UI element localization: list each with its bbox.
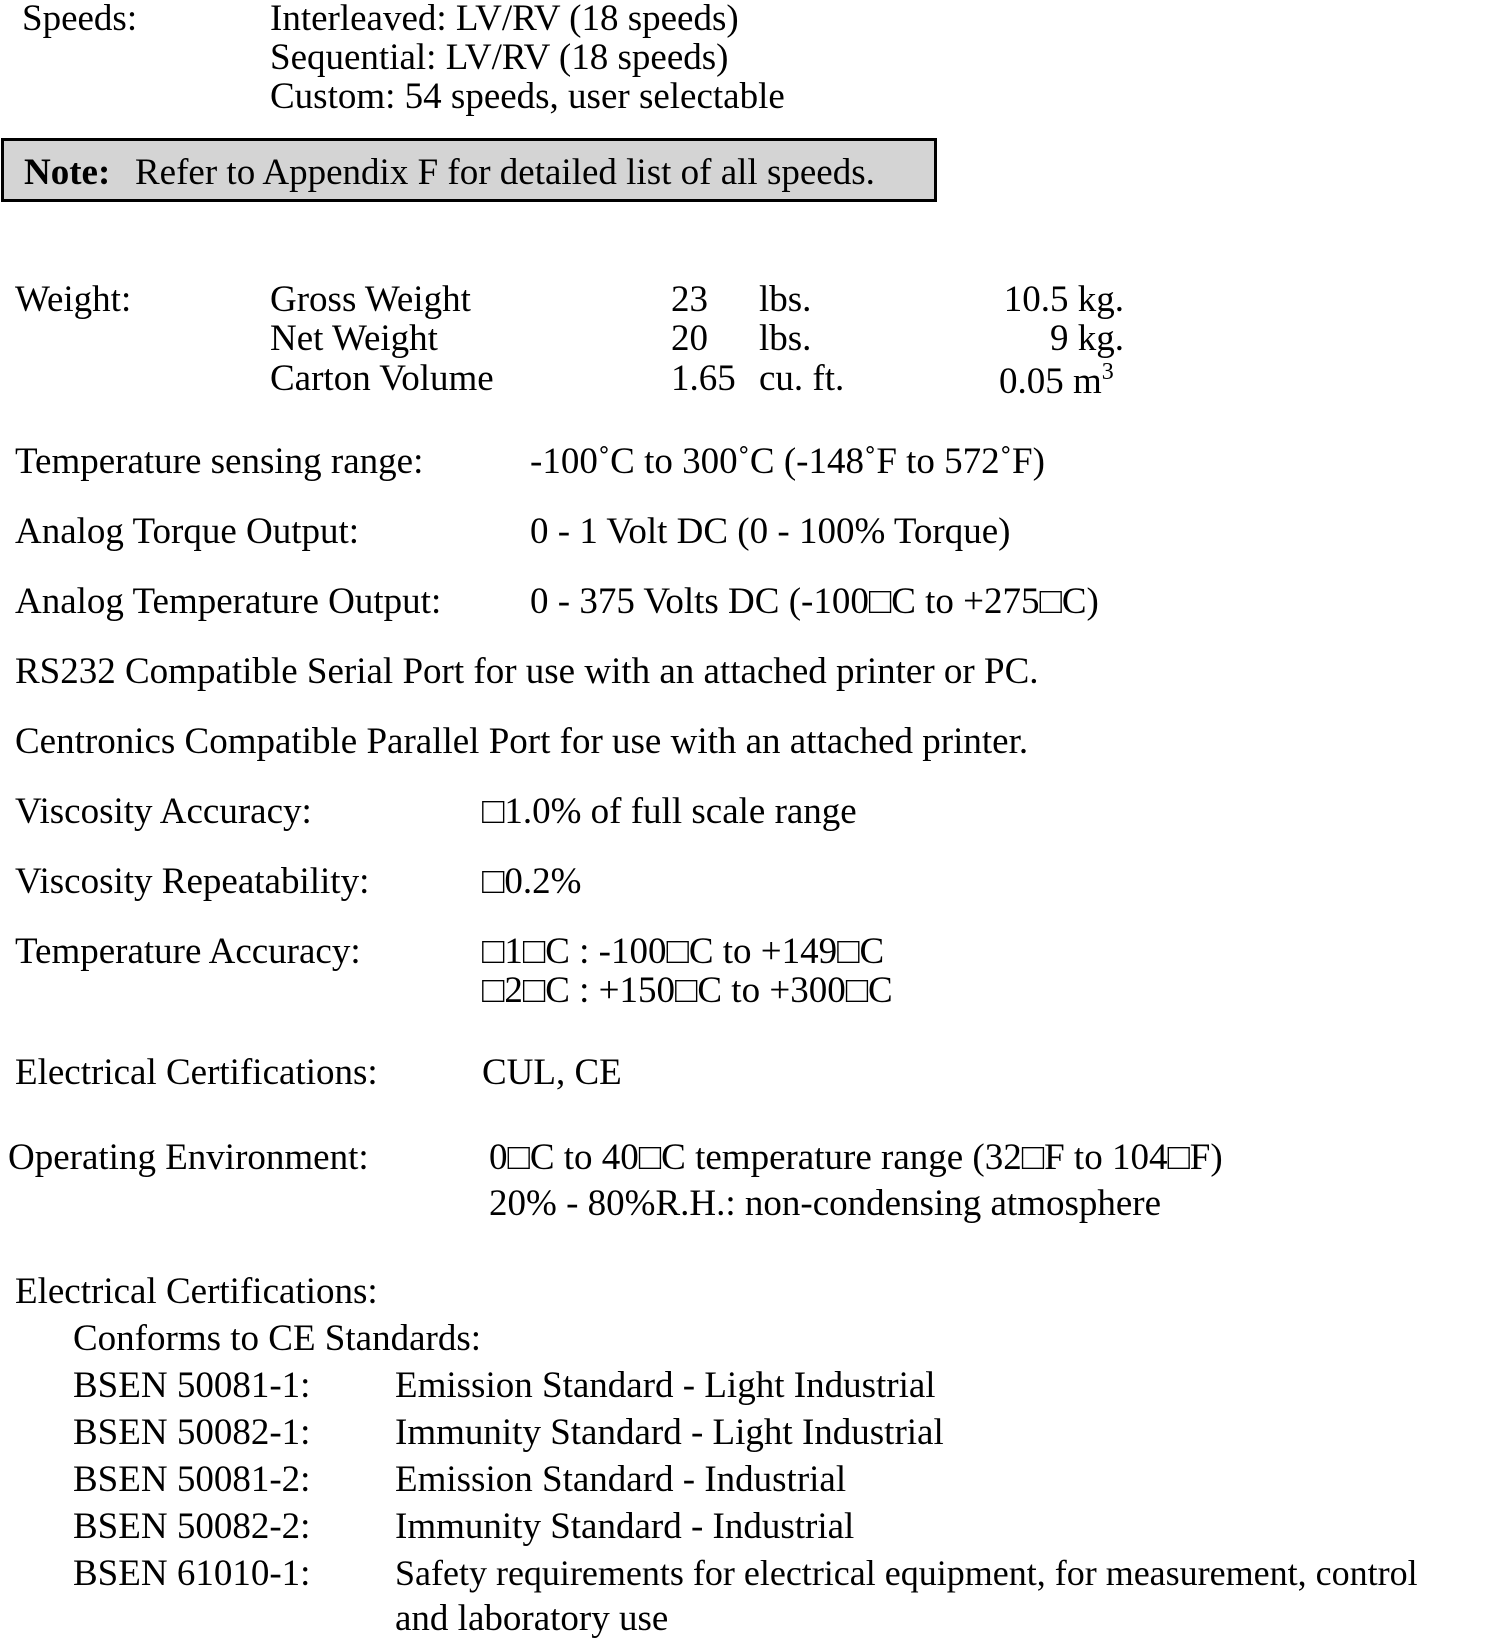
spec-value: -100˚C to 300˚C (-148˚F to 572˚F) bbox=[530, 441, 1045, 482]
speeds-label: Speeds: bbox=[22, 0, 138, 39]
standard-desc: Emission Standard - Industrial bbox=[395, 1459, 847, 1500]
speeds-line: Interleaved: LV/RV (18 speeds) bbox=[270, 0, 739, 39]
note-text: Refer to Appendix F for detailed list of all speeds. bbox=[135, 152, 875, 193]
weight-row-metric: 10.5 kg. bbox=[1003, 279, 1124, 320]
standard-code: BSEN 50081-2: bbox=[73, 1459, 311, 1500]
environment-label: Operating Environment: bbox=[8, 1137, 369, 1178]
weight-row-name: Net Weight bbox=[270, 318, 438, 359]
spec-label: Analog Temperature Output: bbox=[15, 581, 442, 622]
accuracy-value: □1.0% of full scale range bbox=[482, 791, 857, 832]
weight-row-metric-sup: 3 bbox=[1101, 359, 1114, 385]
spec-label: Temperature sensing range: bbox=[15, 441, 424, 482]
weight-row-value: 23 bbox=[671, 279, 708, 320]
accuracy-label: Viscosity Repeatability: bbox=[15, 861, 370, 902]
standard-desc: Immunity Standard - Industrial bbox=[395, 1506, 855, 1547]
accuracy-label: Electrical Certifications: bbox=[15, 1052, 378, 1093]
certifications-label: Electrical Certifications: bbox=[15, 1271, 378, 1312]
weight-row-unit: lbs. bbox=[759, 279, 812, 320]
weight-row-value: 20 bbox=[671, 318, 708, 359]
weight-row-name: Gross Weight bbox=[270, 279, 471, 320]
standard-code: BSEN 61010-1: bbox=[73, 1553, 311, 1594]
accuracy-label: Temperature Accuracy: bbox=[15, 931, 361, 972]
standard-desc: Emission Standard - Light Industrial bbox=[395, 1365, 936, 1406]
accuracy-value: □0.2% bbox=[482, 861, 582, 902]
speeds-line: Custom: 54 speeds, user selectable bbox=[270, 76, 785, 117]
environment-line: 20% - 80%R.H.: non-condensing atmosphere bbox=[489, 1183, 1162, 1224]
spec-label: Analog Torque Output: bbox=[15, 511, 360, 552]
accuracy-value: CUL, CE bbox=[482, 1052, 622, 1093]
note-label: Note: bbox=[24, 152, 111, 193]
spec-value: 0 - 375 Volts DC (-100□C to +275□C) bbox=[530, 581, 1099, 622]
weight-row-unit: lbs. bbox=[759, 318, 812, 359]
note-box bbox=[1, 138, 937, 202]
standard-code: BSEN 50082-1: bbox=[73, 1412, 311, 1453]
accuracy-value: □2□C : +150□C to +300□C bbox=[482, 970, 893, 1011]
certifications-subheading: Conforms to CE Standards: bbox=[73, 1318, 482, 1359]
weight-row-value: 1.65 bbox=[671, 358, 736, 399]
spec-value: 0 - 1 Volt DC (0 - 100% Torque) bbox=[530, 511, 1011, 552]
standard-code: BSEN 50082-2: bbox=[73, 1506, 311, 1547]
standard-desc: Safety requirements for electrical equipment, for measurement, control bbox=[395, 1553, 1418, 1593]
port-line: Centronics Compatible Parallel Port for use with an attached printer. bbox=[15, 721, 1029, 762]
environment-line: 0□C to 40□C temperature range (32□F to 104□F) bbox=[489, 1137, 1223, 1178]
weight-row-unit: cu. ft. bbox=[759, 358, 845, 399]
accuracy-label: Viscosity Accuracy: bbox=[15, 791, 312, 832]
weight-row-metric bbox=[999, 360, 1114, 400]
standard-code: BSEN 50081-1: bbox=[73, 1365, 311, 1406]
weight-label: Weight: bbox=[15, 279, 132, 320]
weight-row-metric: 9 kg. bbox=[1050, 318, 1124, 359]
standard-desc-continued: and laboratory use bbox=[395, 1598, 669, 1639]
weight-row-metric-value: 0.05 m bbox=[999, 361, 1102, 402]
weight-row-name: Carton Volume bbox=[270, 358, 494, 399]
port-line: RS232 Compatible Serial Port for use with an attached printer or PC. bbox=[15, 651, 1039, 692]
accuracy-value: □1□C : -100□C to +149□C bbox=[482, 931, 885, 972]
standard-desc: Immunity Standard - Light Industrial bbox=[395, 1412, 944, 1453]
speeds-line: Sequential: LV/RV (18 speeds) bbox=[270, 37, 729, 78]
